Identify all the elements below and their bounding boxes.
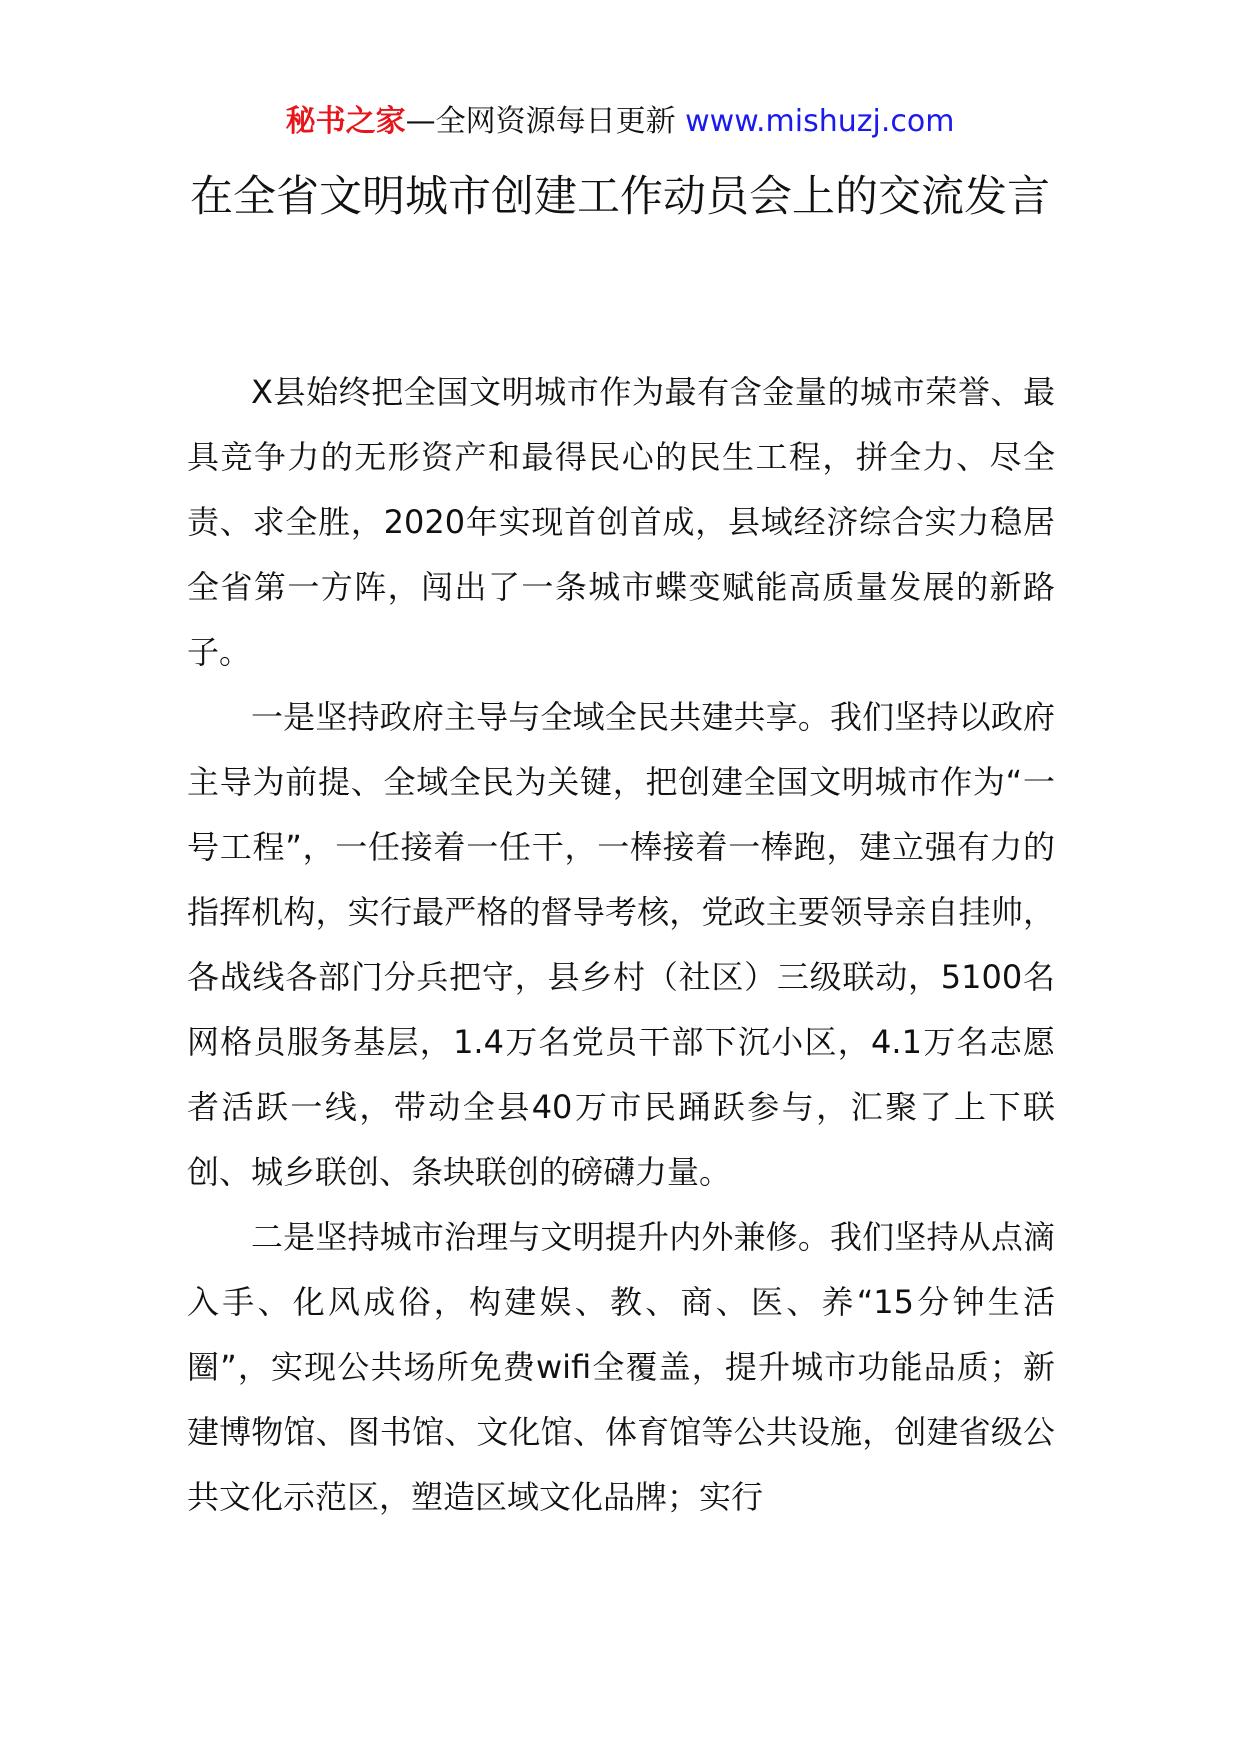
site-header [0, 102, 1240, 142]
paragraph-point-two: 二是坚持城市治理与文明提升内外兼修。我们坚持从点滴入手、化风成俗，构建娱、教、商、医、养“15分钟生活圈”，实现公共场所免费wifi全覆盖，提升城市功能品质；新建博物馆、图书馆、文化馆、体育馆等公共设施，创建省级公共文化示范区，塑造区域文化品牌；实行 [187, 1218, 1055, 1516]
document-title: 在全省文明城市创建工作动员会上的交流发言 [190, 172, 1050, 222]
paragraph-point-one: 一是坚持政府主导与全域全民共建共享。我们坚持以政府主导为前提、全域全民为关键，把创建全国文明城市作为“一号工程”，一任接着一任干，一棒接着一棒跑，建立强有力的指挥机构，实行最严格的督导考核，党政主要领导亲自挂帅，各战线各部门分兵把守，县乡村（社区）三级联动，5100名网格员服务基层，1.4万名党员干部下沉小区，4.1万名志愿者活跃一线，带动全县40万市民踊跃参与，汇聚了上下联创、城乡联创、条块联创的磅礴力量。 [187, 698, 1055, 1191]
header-tagline: —全网资源每日更新 [405, 104, 676, 139]
paragraph-intro: X县始终把全国文明城市作为最有含金量的城市荣誉、最具竞争力的无形资产和最得民心的民生工程，拼全力、尽全责、求全胜，2020年实现首创首成，县域经济综合实力稳居全省第一方阵，闯出了一条城市蝶变赋能高质量发展的新路子。 [187, 373, 1055, 671]
website-link[interactable]: www.mishuzj.com [685, 104, 955, 139]
document-body [187, 360, 1055, 1530]
brand-name: 秘书之家 [285, 104, 406, 139]
